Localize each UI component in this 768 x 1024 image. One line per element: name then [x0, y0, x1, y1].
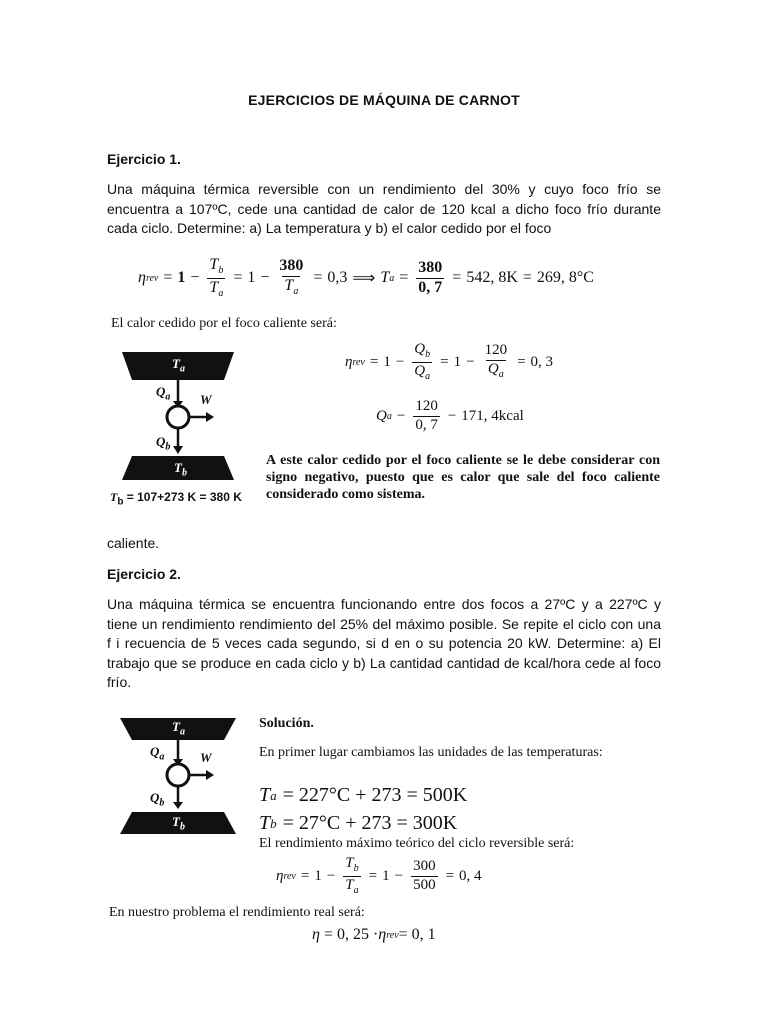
document-title: EJERCICIOS DE MÁQUINA DE CARNOT [248, 92, 520, 108]
diagram-label-tb: $T_b$ [174, 460, 187, 479]
equation-max-efficiency: η rev = 1 − $\frac{T_b}{T_a}$ = 1 − $\frac{300}{500}$ = 0, 4 [276, 855, 482, 896]
image-caption: El calor cedido por el foco caliente será: [111, 316, 337, 331]
equation-heat-qa: Q a − $\frac{120}{0, 7}$ − 171, 4kcal [376, 397, 524, 433]
equation-tb-conversion: T b = 27°C + 273 = 300K [259, 812, 458, 834]
diagram-label-ta: $T_a$ [172, 719, 185, 738]
arrow-right-icon [206, 770, 214, 780]
diagram-label-qb: $Q_b$ [156, 434, 171, 453]
carnot-diagram-1 [120, 348, 240, 488]
exercise-2-statement: Una máquina térmica se encuentra funcionando entre dos focos a 27ºC y a 227ºC y tiene un rendimiento rendimiento del 25% del máximo posible. Se repite el ciclo con una f i recuencia de 5 veces cada segundo, si d en o su potencia 20 kW. Determine: a) El trabajo que se produce en cada ciclo y b) La cantidad cantidad de kcal/hora cede al foco frío. [107, 596, 661, 690]
fraction-380-ta: $\frac{380}{T_a}$ [279, 257, 304, 298]
fraction-380-07: $\frac{380}{0, 7}$ [418, 258, 443, 296]
statement-continuation: caliente. [107, 535, 160, 551]
exercise-1-heading: Ejercicio 1. [107, 151, 181, 167]
equation-efficiency-heat: η rev = 1 − $\frac{Q_b}{Q_a}$ = 1 − $\frac{120}{Q_a}$ = 0, 3 [345, 341, 554, 382]
carnot-diagram-2 [118, 716, 240, 838]
solution-intro: En primer lugar cambiamos las unidades de las temperaturas: [259, 745, 603, 760]
diagram-label-qa: $Q_a$ [156, 384, 171, 403]
diagram-label-w: W [200, 392, 212, 407]
equation-real-efficiency: η = 0, 25 · η rev = 0, 1 [312, 926, 436, 943]
diagram-label-qb: $Q_b$ [150, 790, 165, 809]
fraction-tb-ta: $\frac{T_b}{T_a}$ [209, 255, 224, 299]
diagram-label-tb: $T_b$ [172, 814, 185, 833]
equation-ta-conversion: T a = 227°C + 273 = 500K [259, 784, 468, 806]
diagram-label-ta: $T_a$ [172, 356, 185, 375]
diagram-note-tb: $T_b = 107+273$ K = 380 K [110, 490, 242, 508]
arrow-down-icon [173, 446, 183, 454]
eta-symbol: η [138, 269, 146, 286]
diagram-label-w: W [200, 750, 212, 765]
solution-heading: Solución. [259, 716, 314, 731]
diagram-label-qa: $Q_a$ [150, 744, 165, 763]
max-efficiency-text: El rendimiento máximo teórico del ciclo reversible será: [259, 836, 575, 851]
image-note: A este calor cedido por el foco caliente se le debe considerar con signo negativo, puesto que es calor que sale del foco caliente considerado como sistema. [266, 453, 660, 502]
real-efficiency-text: En nuestro problema el rendimiento real será: [109, 905, 365, 920]
arrow-down-icon [173, 802, 183, 809]
exercise-2-heading: Ejercicio 2. [107, 566, 181, 582]
equation-efficiency-temperature: η rev = 1 − $\frac{T_b}{T_a}$ = 1 − $\frac{380}{T_a}$ = 0,3 ⟹ T a = $\frac{380}{0, 7}$ = 542, 8K = 269, 8°C [138, 255, 594, 299]
engine-circle [167, 406, 189, 428]
arrow-right-icon [206, 412, 214, 422]
engine-circle [167, 764, 189, 786]
exercise-1-statement: Una máquina térmica reversible con un rendimiento del 30% y cuyo foco frío se encuentra a 107ºC, cede una cantidad de calor de 120 kcal a dicho foco frío durante cada ciclo. Determine: a) La temperatura y b) el calor cedido por el foco [107, 181, 661, 236]
